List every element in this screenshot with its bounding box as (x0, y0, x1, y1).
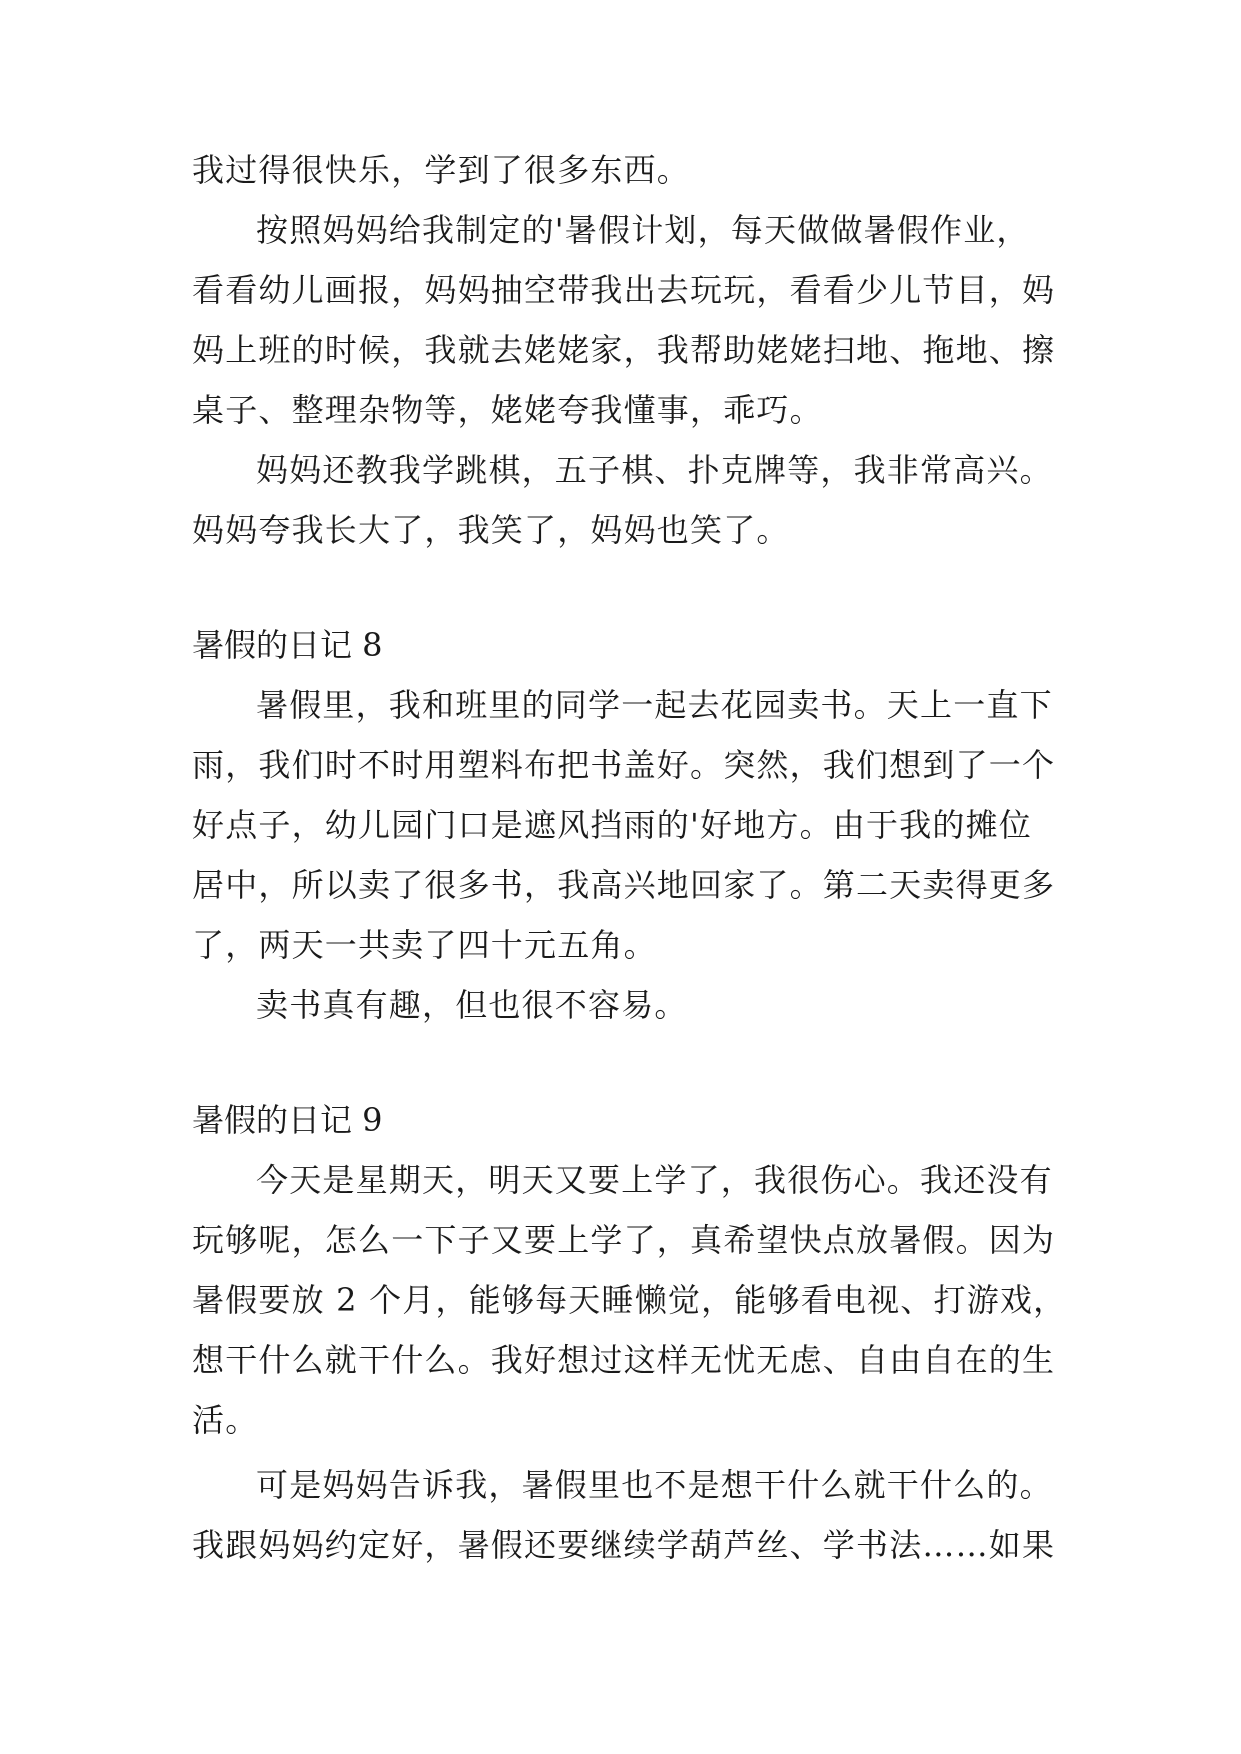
paragraph-line: 妈妈夸我长大了，我笑了，妈妈也笑了。 (192, 511, 790, 549)
paragraph-line: 可是妈妈告诉我，暑假里也不是想干什么就干什么的。 (256, 1466, 1053, 1504)
paragraph-line: 今天是星期天，明天又要上学了，我很伤心。我还没有 (256, 1161, 1053, 1199)
paragraph-line: 暑假要放 2 个月，能够每天睡懒觉，能够看电视、打游戏， (192, 1281, 1067, 1319)
paragraph-line: 居中，所以卖了很多书，我高兴地回家了。第二天卖得更多 (192, 866, 1056, 904)
paragraph-line: 好点子，幼儿园门口是遮风挡雨的'好地方。由于我的摊位 (192, 806, 1032, 844)
paragraph-line: 雨，我们时不时用塑料布把书盖好。突然，我们想到了一个 (192, 746, 1056, 784)
section-heading: 暑假的日记 8 (192, 626, 383, 664)
paragraph-line: 桌子、整理杂物等，姥姥夸我懂事，乖巧。 (192, 391, 823, 429)
section-heading: 暑假的日记 9 (192, 1101, 383, 1139)
paragraph-line: 暑假里，我和班里的同学一起去花园卖书。天上一直下 (256, 686, 1053, 724)
paragraph-line: 玩够呢，怎么一下子又要上学了，真希望快点放暑假。因为 (192, 1221, 1056, 1259)
paragraph-line: 妈妈还教我学跳棋，五子棋、扑克牌等，我非常高兴。 (256, 451, 1053, 489)
paragraph-line: 我过得很快乐，学到了很多东西。 (192, 151, 691, 189)
paragraph-line: 按照妈妈给我制定的'暑假计划，每天做做暑假作业， (256, 211, 1030, 249)
paragraph-line: 想干什么就干什么。我好想过这样无忧无虑、自由自在的生 (192, 1341, 1056, 1379)
paragraph-line: 我跟妈妈约定好，暑假还要继续学葫芦丝、学书法……如果 (192, 1526, 1056, 1564)
paragraph-line: 看看幼儿画报，妈妈抽空带我出去玩玩，看看少儿节目，妈 (192, 271, 1056, 309)
paragraph-line: 活。 (192, 1401, 259, 1439)
paragraph-line: 妈上班的时候，我就去姥姥家，我帮助姥姥扫地、拖地、擦 (192, 331, 1056, 369)
paragraph-line: 卖书真有趣，但也很不容易。 (256, 986, 688, 1024)
paragraph-line: 了，两天一共卖了四十元五角。 (192, 926, 657, 964)
